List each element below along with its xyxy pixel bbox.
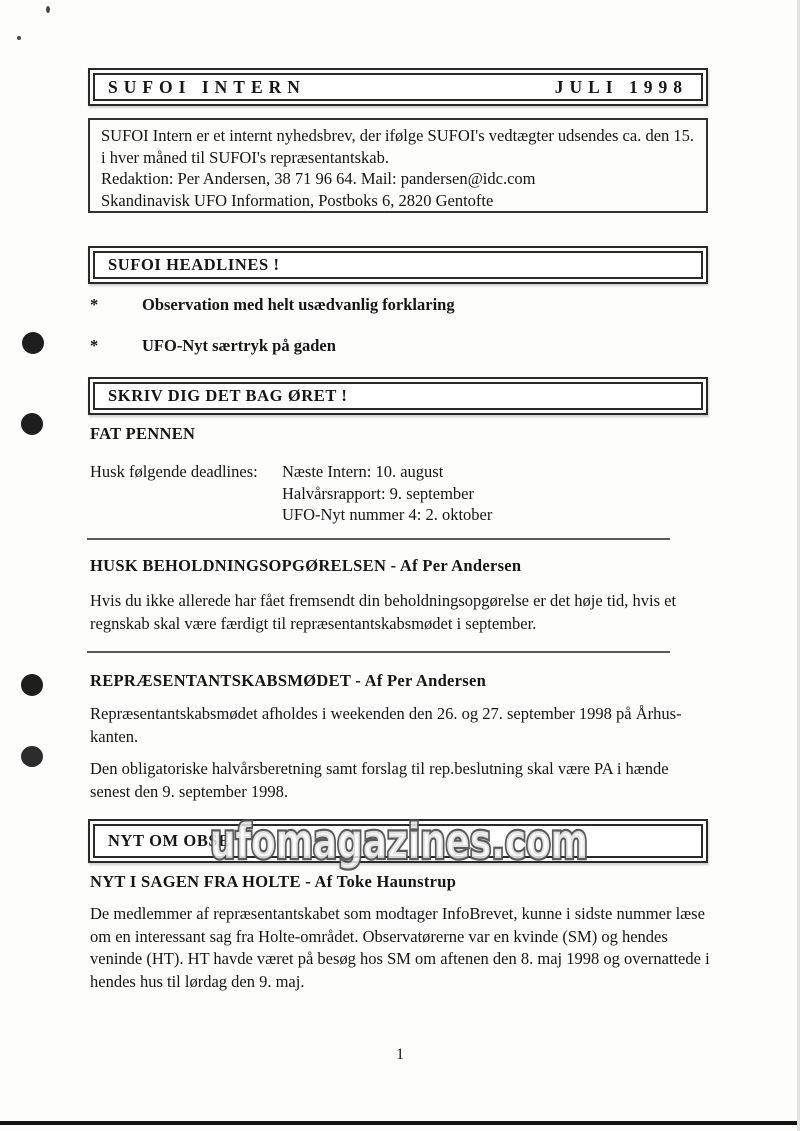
headline-item bbox=[90, 295, 710, 315]
headline-item bbox=[90, 336, 710, 356]
colophon-redaktion: Redaktion: Per Andersen, 38 71 96 64. Mail: pandersen@idc.com bbox=[101, 169, 536, 188]
scan-speck bbox=[17, 36, 21, 40]
deadlines-label: Husk følgende deadlines: bbox=[90, 462, 258, 481]
deadline-item: UFO-Nyt nummer 4: 2. oktober bbox=[282, 505, 493, 524]
section-divider bbox=[87, 538, 670, 540]
skriv-box bbox=[88, 377, 708, 415]
observations-box bbox=[88, 819, 708, 863]
observations-box-inner bbox=[93, 824, 703, 858]
skriv-box-inner bbox=[93, 382, 703, 410]
colophon-box bbox=[88, 118, 708, 213]
punch-hole-dot bbox=[21, 746, 43, 767]
deadline-item: Halvårsrapport: 9. september bbox=[282, 483, 474, 503]
section-paragraph: De medlemmer af repræsentantskabet som modtager InfoBrevet, kunne i sidste nummer læse om en interessant sag fra Holte-området. Observatørerne var en kvinde (SM) og hendes veninde (HT). HT havde været på besøg hos SM om aftenen den 8. maj 1998 og overnattede i hendes hus til lørdag den 9. maj. bbox=[90, 904, 710, 991]
masthead-box-inner bbox=[93, 73, 703, 101]
colophon-org: Skandinavisk UFO Information, Postboks 6, 2820 Gentofte bbox=[101, 190, 494, 210]
colophon-about: SUFOI Intern er et internt nyhedsbrev, der ifølge SUFOI's vedtægter udsendes ca. den 15. i hver måned til SUFOI's repræsentantskab. bbox=[101, 126, 695, 167]
watermark-text: ufomagazines.com bbox=[210, 814, 588, 870]
section-divider bbox=[87, 651, 670, 653]
newsletter-issue-date: JULI 1998 bbox=[554, 76, 688, 97]
observations-box-title: NYT OM OBSE bbox=[108, 831, 230, 850]
section-heading-repmoede: REPRÆSENTANTSKABSMØDET - Af Per Andersen bbox=[90, 671, 487, 690]
newsletter-title: SUFOI INTERN bbox=[108, 76, 306, 97]
asterisk-bullet: * bbox=[90, 295, 99, 314]
masthead-box bbox=[88, 68, 708, 106]
page-number: 1 bbox=[396, 1046, 404, 1063]
headlines-box bbox=[88, 246, 708, 284]
deadlines-list bbox=[282, 461, 492, 526]
section-heading-holte: NYT I SAGEN FRA HOLTE - Af Toke Haunstrup bbox=[90, 872, 457, 891]
headline-item-text: UFO-Nyt særtryk på gaden bbox=[142, 336, 336, 355]
headlines-box-title: SUFOI HEADLINES ! bbox=[108, 255, 280, 274]
section-paragraph: Den obligatoriske halvårsberetning samt forslag til rep.beslutning skal være PA i hænde senest den 9. september 1998. bbox=[90, 759, 669, 801]
fat-pennen-heading: FAT PENNEN bbox=[90, 424, 196, 443]
asterisk-bullet: * bbox=[90, 336, 99, 355]
punch-hole-dot bbox=[21, 413, 43, 435]
headlines-box-inner bbox=[93, 251, 703, 279]
deadline-item: Næste Intern: 10. august bbox=[282, 462, 444, 481]
scan-bottom-edge bbox=[0, 1121, 800, 1125]
deadlines-block bbox=[90, 461, 710, 526]
section-paragraph: Hvis du ikke allerede har fået fremsendt din beholdningsopgørelse er det høje tid, hvis et regnskab skal være færdigt til repræsentantskabsmødet i september. bbox=[90, 591, 677, 633]
headline-item-text: Observation med helt usædvanlig forklaring bbox=[142, 295, 455, 314]
punch-hole-dot bbox=[22, 332, 44, 354]
scan-speck bbox=[46, 6, 50, 13]
section-heading-beholdning: HUSK BEHOLDNINGSOPGØRELSEN - Af Per Andersen bbox=[90, 556, 522, 575]
punch-hole-dot bbox=[21, 674, 43, 696]
section-paragraph: Repræsentantskabsmødet afholdes i weekenden den 26. og 27. september 1998 på Århus-kanten. bbox=[90, 704, 682, 746]
skriv-box-title: SKRIV DIG DET BAG ØRET ! bbox=[108, 386, 348, 405]
